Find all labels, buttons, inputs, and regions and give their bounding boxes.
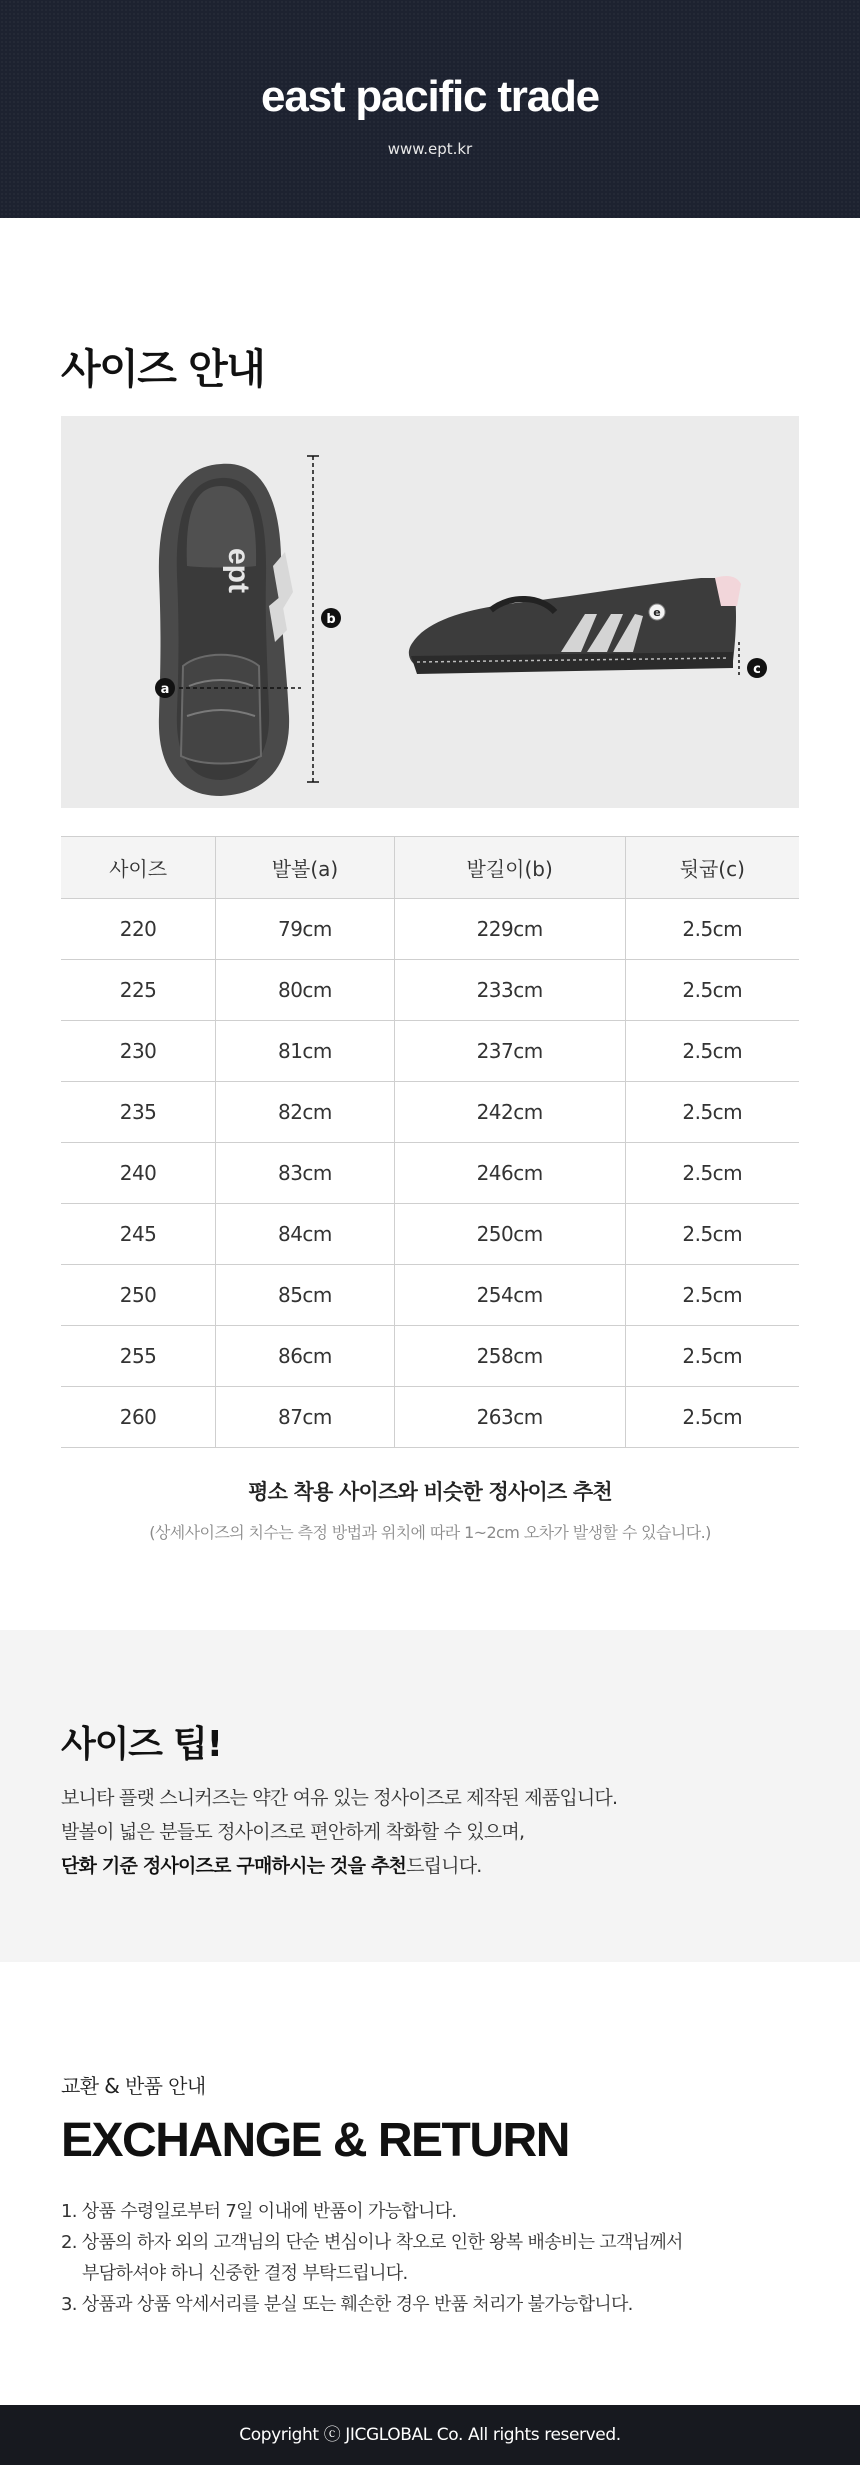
shoe-side-view [409, 576, 741, 678]
shoe-illustration [61, 416, 799, 808]
table-row [61, 1143, 799, 1204]
size-note: (상세사이즈의 치수는 측정 방법과 위치에 따라 1~2cm 오차가 발생할 수 있습니다.) [149, 1523, 711, 1542]
exchange-policy-list [61, 2196, 799, 2320]
size-tip-line: 발볼이 넓은 분들도 정사이즈로 편안하게 착화할 수 있으며, [61, 1821, 525, 1843]
exchange-subtitle: 교환 & 반품 안내 [61, 2074, 206, 2098]
cell-heel: 2.5cm [625, 1021, 799, 1082]
table-row [61, 899, 799, 960]
list-item: 1. 상품 수령일로부터 7일 이내에 반품이 가능합니다. [61, 2201, 457, 2222]
cell-width: 84cm [216, 1204, 395, 1265]
cell-length: 246cm [394, 1143, 625, 1204]
size-tip-title: 사이즈 팁! [61, 1724, 222, 1765]
cell-heel: 2.5cm [625, 1265, 799, 1326]
size-tip-line [61, 1849, 799, 1883]
table-row [61, 1387, 799, 1448]
cell-length: 237cm [394, 1021, 625, 1082]
list-item-continued: 부담하셔야 하니 신중한 결정 부탁드립니다. [82, 2263, 408, 2284]
cell-length: 229cm [394, 899, 625, 960]
cell-size: 260 [61, 1387, 216, 1448]
svg-text:e: e [653, 606, 661, 619]
exchange-title: EXCHANGE & RETURN [61, 2114, 569, 2167]
header-heel: 뒷굽(c) [625, 837, 799, 899]
size-tip-line: 보니타 플랫 스니커즈는 약간 여유 있는 정사이즈로 제작된 제품입니다. [61, 1787, 618, 1809]
cell-size: 225 [61, 960, 216, 1021]
cell-width: 80cm [216, 960, 395, 1021]
marker-a [155, 678, 175, 698]
size-table-header [61, 837, 799, 899]
cell-size: 250 [61, 1265, 216, 1326]
size-recommendation: 평소 착용 사이즈와 비슷한 정사이즈 추천 [248, 1480, 612, 1504]
list-item: 3. 상품과 상품 악세서리를 분실 또는 훼손한 경우 반품 처리가 불가능합니다. [61, 2294, 633, 2315]
cell-size: 235 [61, 1082, 216, 1143]
size-table [61, 836, 799, 1448]
exchange-return-section [0, 2070, 860, 2320]
cell-width: 85cm [216, 1265, 395, 1326]
shoe-top-view [159, 456, 319, 796]
cell-heel: 2.5cm [625, 1204, 799, 1265]
cell-width: 86cm [216, 1326, 395, 1387]
cell-heel: 2.5cm [625, 960, 799, 1021]
cell-length: 258cm [394, 1326, 625, 1387]
cell-size: 255 [61, 1326, 216, 1387]
cell-length: 242cm [394, 1082, 625, 1143]
marker-c [747, 658, 767, 678]
cell-width: 79cm [216, 899, 395, 960]
header-length: 발길이(b) [394, 837, 625, 899]
cell-width: 83cm [216, 1143, 395, 1204]
copyright-footer: Copyright ⓒ JICGLOBAL Co. All rights reserved. [0, 2405, 860, 2465]
cell-size: 245 [61, 1204, 216, 1265]
cell-heel: 2.5cm [625, 1326, 799, 1387]
cell-size: 220 [61, 899, 216, 960]
table-row [61, 1082, 799, 1143]
cell-length: 254cm [394, 1265, 625, 1326]
cell-length: 250cm [394, 1204, 625, 1265]
size-tip-line-end: 드립니다. [406, 1855, 482, 1877]
list-item: 2. 상품의 하자 외의 고객님의 단순 변심이나 착오로 인한 왕복 배송비는 고객님께서 [61, 2232, 683, 2253]
cell-heel: 2.5cm [625, 899, 799, 960]
table-row [61, 1326, 799, 1387]
cell-size: 230 [61, 1021, 216, 1082]
brand-header [0, 0, 860, 218]
cell-width: 87cm [216, 1387, 395, 1448]
cell-heel: 2.5cm [625, 1082, 799, 1143]
table-row [61, 1021, 799, 1082]
header-width: 발볼(a) [216, 837, 395, 899]
table-row [61, 960, 799, 1021]
shoe-measurement-diagram [61, 416, 799, 808]
size-guide-section [0, 218, 860, 1543]
cell-length: 233cm [394, 960, 625, 1021]
brand-name: east pacific trade [261, 72, 599, 121]
header-size: 사이즈 [61, 837, 216, 899]
table-row [61, 1204, 799, 1265]
marker-e [649, 604, 665, 620]
size-tip-text [61, 1781, 799, 1883]
size-tip-emphasis: 단화 기준 정사이즈로 구매하시는 것을 추천 [61, 1855, 407, 1877]
brand-url[interactable]: www.ept.kr [387, 140, 473, 158]
size-guide-title: 사이즈 안내 [61, 345, 265, 393]
cell-heel: 2.5cm [625, 1143, 799, 1204]
marker-b [321, 608, 341, 628]
cell-length: 263cm [394, 1387, 625, 1448]
table-row [61, 1265, 799, 1326]
cell-size: 240 [61, 1143, 216, 1204]
cell-width: 81cm [216, 1021, 395, 1082]
svg-text:c: c [753, 662, 761, 677]
svg-text:b: b [326, 612, 336, 627]
cell-width: 82cm [216, 1082, 395, 1143]
cell-heel: 2.5cm [625, 1387, 799, 1448]
insole-logo: ept [222, 548, 255, 593]
svg-text:a: a [160, 682, 170, 697]
size-tip-section [0, 1630, 860, 1962]
